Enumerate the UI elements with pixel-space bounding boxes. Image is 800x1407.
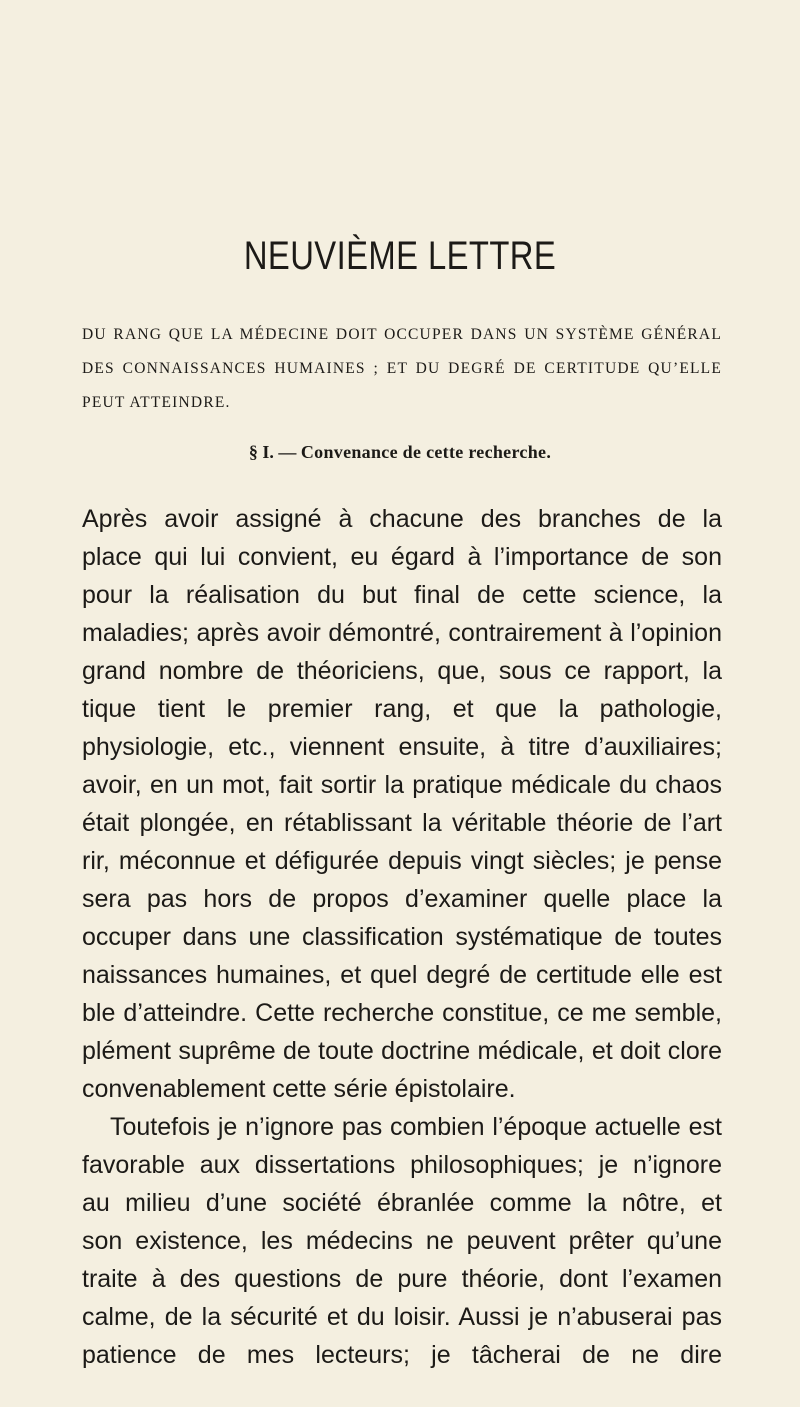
text-line: favorable aux dissertations philosophiques; je n’ignore [82,1151,722,1179]
text-line: Toutefois je n’ignore pas combien l’époque actuelle est [110,1113,722,1141]
text-line: traite à des questions de pure théorie, dont l’examen [82,1265,722,1293]
text-line: rir, méconnue et défigurée depuis vingt siècles; je pense [82,847,722,875]
chapter-subtitle: DU RANG QUE LA MÉDECINE DOIT OCCUPER DANS UN SYSTÈME GÉNÉRAL DES CONNAISSANCES HUMAINES ; ET DU DEGRÉ DE CERTITUDE QU’ELLE PEUT ATTEINDRE. [82,326,722,411]
text-line: plément suprême de toute doctrine médicale, et doit clore [82,1037,722,1065]
text-line: occuper dans une classification systématique de toutes [82,923,722,951]
text-line: tique tient le premier rang, et que la pathologie, [82,695,722,723]
body-text [82,500,722,1374]
text-line: place qui lui convient, eu égard à l’importance de son [82,543,722,571]
text-line: était plongée, en rétablissant la véritable théorie de l’art [82,809,722,837]
section-number: § I. — [248,442,297,462]
text-line: patience de mes lecteurs; je tâcherai de ne dire [82,1341,722,1369]
text-line: maladies; après avoir démontré, contrairement à l’opinion [82,619,722,647]
text-line: convenablement cette série épistolaire. [82,1075,516,1103]
text-line: sera pas hors de propos d’examiner quelle place la [82,885,722,913]
text-line: naissances humaines, et quel degré de certitude elle est [82,961,722,989]
text-line: physiologie, etc., viennent ensuite, à titre d’auxiliaires; [82,733,722,761]
section-heading [0,440,800,464]
text-line: avoir, en un mot, fait sortir la pratique médicale du chaos [82,771,722,799]
text-line: ble d’atteindre. Cette recherche constitue, ce me semble, [82,999,722,1027]
text-line: pour la réalisation du but final de cette science, la [82,581,722,609]
text-line: Après avoir assigné à chacune des branches de la [82,505,722,533]
text-line: grand nombre de théoriciens, que, sous ce rapport, la [82,657,722,685]
chapter-title: NEUVIÈME LETTRE [243,234,557,278]
text-line: calme, de la sécurité et du loisir. Aussi je n’abuserai pas [82,1303,722,1331]
text-line: au milieu d’une société ébranlée comme la nôtre, et [82,1189,722,1217]
section-title: Convenance de cette recherche. [300,442,552,462]
text-line: son existence, les médecins ne peuvent prêter qu’une [82,1227,722,1255]
